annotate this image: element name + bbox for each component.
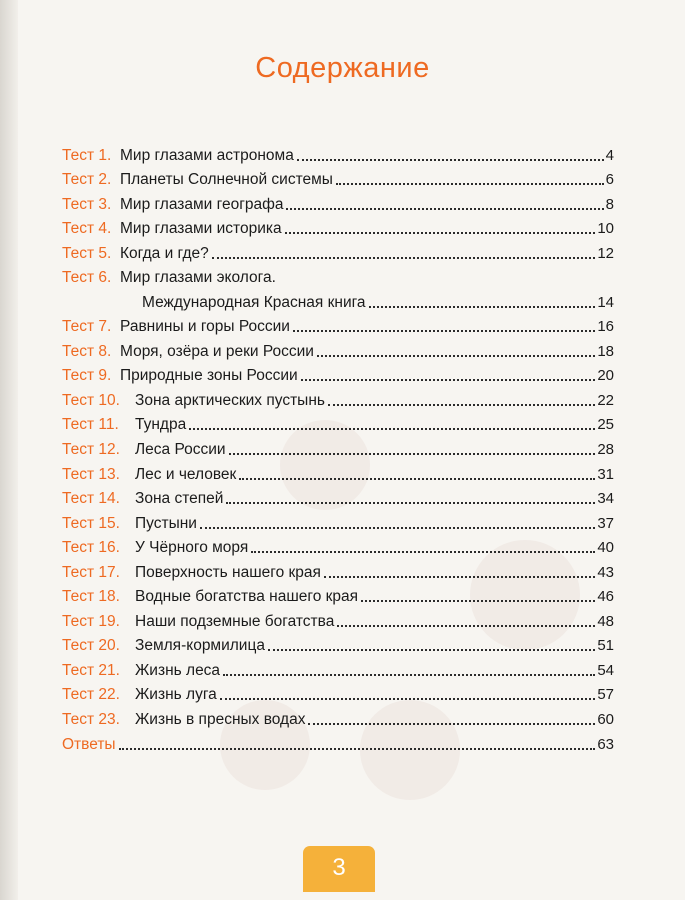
toc-entry: [62, 582, 614, 607]
test-number: Тест 9.: [62, 367, 112, 385]
test-number: Тест 20.: [62, 637, 120, 655]
page-number: 18: [597, 342, 614, 360]
page-number: 14: [597, 293, 614, 311]
toc-entry: [62, 606, 614, 631]
test-number: Тест 10.: [62, 391, 120, 409]
leader-dots: [119, 747, 596, 750]
toc-entry: [62, 434, 614, 459]
test-title: Жизнь леса: [135, 661, 221, 679]
test-title: Наши подземные богатства: [135, 612, 335, 630]
test-title: Природные зоны России: [120, 367, 298, 385]
leader-dots: [324, 575, 595, 578]
page-number: 40: [597, 539, 614, 557]
toc-entry: [62, 140, 614, 165]
leader-dots: [361, 599, 595, 602]
leader-dots: [239, 477, 595, 480]
toc-entry: [62, 214, 614, 239]
toc-entry: [62, 631, 614, 656]
page-number: 63: [597, 735, 614, 753]
test-number: Тест 8.: [62, 342, 112, 360]
toc-entry: [62, 361, 614, 386]
test-number: Тест 4.: [62, 220, 112, 238]
leader-dots: [220, 697, 596, 700]
test-title: Мир глазами историка: [120, 220, 282, 238]
leader-dots: [229, 452, 596, 455]
toc-entry: [62, 655, 614, 680]
leader-dots: [223, 673, 595, 676]
toc-entry: [62, 680, 614, 705]
page-number: 60: [597, 711, 614, 729]
page-number: 34: [597, 490, 614, 508]
test-title: Когда и где?: [120, 244, 209, 262]
test-title: Моря, озёра и реки России: [120, 342, 314, 360]
test-title: Мир глазами географа: [120, 195, 284, 213]
test-number: Тест 15.: [62, 514, 120, 532]
test-title: Жизнь в пресных водах: [135, 711, 306, 729]
leader-dots: [328, 403, 595, 406]
leader-dots: [268, 648, 595, 651]
test-title: Равнины и горы России: [120, 318, 290, 336]
test-number: Тест 19.: [62, 612, 120, 630]
leader-dots: [189, 427, 595, 430]
test-number: Тест 5.: [62, 244, 112, 262]
test-title: Лес и человек: [135, 465, 237, 483]
test-title: Зона арктических пустынь: [135, 391, 325, 409]
table-of-contents: [62, 140, 614, 754]
toc-entry: [62, 336, 614, 361]
leader-dots: [251, 550, 595, 553]
test-number: Тест 3.: [62, 195, 112, 213]
toc-entry: [62, 484, 614, 509]
test-number: Тест 16.: [62, 539, 120, 557]
test-number: Тест 18.: [62, 588, 120, 606]
toc-entry: [62, 238, 614, 263]
toc-entry: [62, 533, 614, 558]
toc-entry: [62, 410, 614, 435]
leader-dots: [212, 256, 596, 259]
toc-entry: [62, 385, 614, 410]
leader-dots: [337, 624, 595, 627]
page-binding-edge: [0, 0, 18, 900]
test-title: Водные богатства нашего края: [135, 588, 359, 606]
leader-dots: [200, 526, 595, 529]
test-title: Жизнь луга: [135, 686, 217, 704]
test-title: Планеты Солнечной системы: [120, 171, 333, 189]
page-number: 22: [597, 391, 614, 409]
test-number: Тест 13.: [62, 465, 120, 483]
toc-entry: [62, 557, 614, 582]
page-number: 4: [605, 146, 614, 164]
toc-entry: [62, 263, 614, 312]
toc-entry: [62, 312, 614, 337]
test-title: Тундра: [135, 416, 187, 434]
test-number: Тест 1.: [62, 146, 112, 164]
leader-dots: [336, 182, 604, 185]
page-number: 43: [597, 563, 614, 581]
test-title: Мир глазами астронома: [120, 146, 294, 164]
toc-entry: [62, 704, 614, 729]
toc-entry: [62, 189, 614, 214]
page-number: 51: [597, 637, 614, 655]
toc-entry: [62, 459, 614, 484]
page-number: 28: [597, 441, 614, 459]
page-number: 37: [597, 514, 614, 532]
page-number: 48: [597, 612, 614, 630]
test-number: Тест 2.: [62, 171, 112, 189]
test-number: Тест 23.: [62, 711, 120, 729]
test-title: Пустыни: [135, 514, 197, 532]
test-number: Тест 12.: [62, 441, 120, 459]
leader-dots: [308, 722, 595, 725]
page-number: 10: [597, 220, 614, 238]
test-number: Тест 14.: [62, 490, 120, 508]
page-number: 46: [597, 588, 614, 606]
page-number: 31: [597, 465, 614, 483]
toc-entry-answers: [62, 729, 614, 754]
test-number: Тест 21.: [62, 661, 120, 679]
toc-entry: [62, 165, 614, 190]
leader-dots: [317, 354, 595, 357]
page-number: 20: [597, 367, 614, 385]
toc-entry: [62, 508, 614, 533]
page-number-badge: 3: [303, 846, 375, 892]
page-number: 16: [597, 318, 614, 336]
test-title: Земля-кормилица: [135, 637, 265, 655]
page-number: 54: [597, 661, 614, 679]
test-number: Тест 7.: [62, 318, 112, 336]
page-number: 12: [597, 244, 614, 262]
test-title: Зона степей: [135, 490, 224, 508]
test-title: Поверхность нашего края: [135, 563, 321, 581]
leader-dots: [297, 158, 604, 161]
answers-title: Ответы: [62, 735, 116, 753]
leader-dots: [285, 231, 596, 234]
test-number: Тест 6.: [62, 269, 112, 287]
leader-dots: [301, 378, 596, 381]
test-title: Мир глазами эколога.: [120, 269, 276, 287]
page-number: 25: [597, 416, 614, 434]
page-number: 57: [597, 686, 614, 704]
leader-dots: [226, 501, 595, 504]
page-title: Содержание: [255, 52, 430, 84]
test-title-continued: Международная Красная книга: [142, 293, 366, 311]
leader-dots: [369, 305, 596, 308]
page-number: 8: [605, 195, 614, 213]
test-number: Тест 11.: [62, 416, 119, 434]
test-number: Тест 22.: [62, 686, 120, 704]
leader-dots: [286, 207, 603, 210]
test-number: Тест 17.: [62, 563, 120, 581]
page-number: 6: [605, 171, 614, 189]
leader-dots: [293, 329, 595, 332]
test-title: Леса России: [135, 441, 226, 459]
test-title: У Чёрного моря: [135, 539, 249, 557]
